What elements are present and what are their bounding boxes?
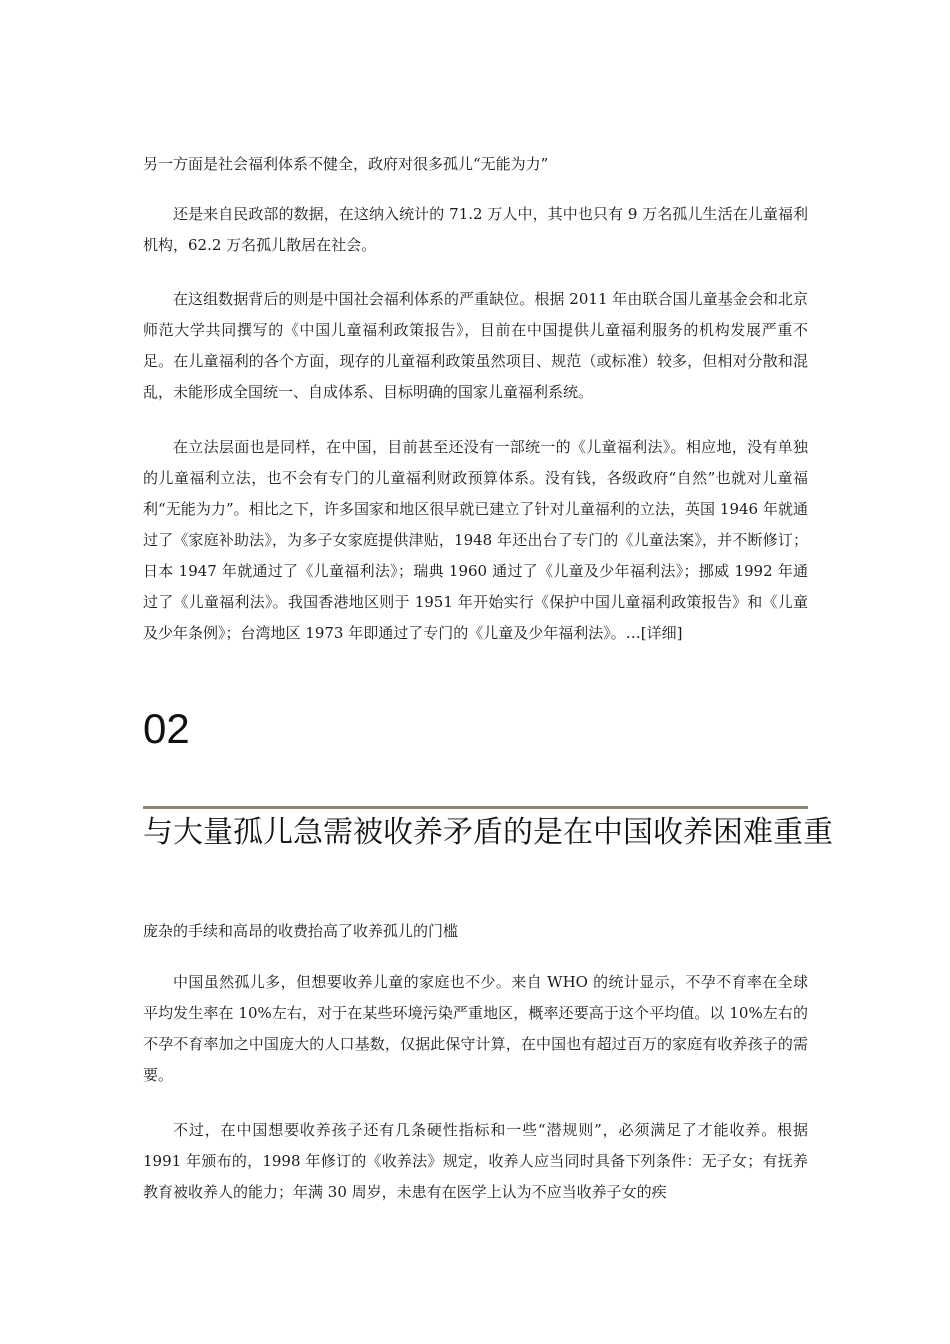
section-title: 与大量孤儿急需被收养矛盾的是在中国收养困难重重 <box>143 815 833 850</box>
section2-paragraph-2: 不过，在中国想要收养孩子还有几条硬性指标和一些“潜规则”，必须满足了才能收养。根据 1991 年颁布的，1998 年修订的《收养法》规定，收养人应当同时具备下列条件：无子女；有抚养教育被收养人的能力；年满 30 周岁，未患有在医学上认为不应当收养子女的疾 <box>143 1121 808 1201</box>
section1-paragraph-3-text: 在立法层面也是同样，在中国，目前甚至还没有一部统一的《儿童福利法》。相应地，没有单独的儿童福利立法，也不会有专门的儿童福利财政预算体系。没有钱，各级政府“自然”也就对儿童福利“无能为力”。相比之下，许多国家和地区很早就已建立了针对儿童福利的立法，英国 1946 年就通过了《家庭补助法》，为多子女家庭提供津贴，1948 年还出台了专门的《儿童法案》，并不断修订；日本 1947 年就通过了《儿童福利法》；瑞典 1960 通过了《儿童及少年福利法》；挪威 1992 年通过了《儿童福利法》。我国香港地区则于 1951 年开始实行《保护中国儿童福利政策报告》和《儿童及少年条例》；台湾地区 1973 年即通过了专门的《儿童及少年福利法》。… <box>143 438 808 642</box>
section1-paragraph-1: 还是来自民政部的数据，在这纳入统计的 71.2 万人中，其中也只有 9 万名孤儿生活在儿童福利机构，62.2 万名孤儿散居在社会。 <box>143 205 808 254</box>
section1-subheading: 另一方面是社会福利体系不健全，政府对很多孤儿“无能为力” <box>143 155 549 173</box>
section2-paragraph-1: 中国虽然孤儿多，但想要收养儿童的家庭也不少。来自 WHO 的统计显示，不孕不育率在全球平均发生率在 10%左右，对于在某些环境污染严重地区，概率还要高于这个平均值。以 10%左右的不孕不育率加之中国庞大的人口基数，仅据此保守计算，在中国也有超过百万的家庭有收养孩子的需要。 <box>143 973 808 1084</box>
section1-paragraph-3 <box>143 432 808 649</box>
section1-paragraph-2: 在这组数据背后的则是中国社会福利体系的严重缺位。根据 2011 年由联合国儿童基金会和北京师范大学共同撰写的《中国儿童福利政策报告》，目前在中国提供儿童福利服务的机构发展严重不足。在儿童福利的各个方面，现存的儿童福利政策虽然项目、规范（或标准）较多，但相对分散和混乱，未能形成全国统一、自成体系、目标明确的国家儿童福利系统。 <box>143 290 808 401</box>
more-details-link[interactable]: [详细] <box>640 624 683 642</box>
section-divider <box>143 806 808 809</box>
section2-subheading: 庞杂的手续和高昂的收费抬高了收养孤儿的门槛 <box>143 922 459 940</box>
section-number: 02 <box>143 705 190 752</box>
